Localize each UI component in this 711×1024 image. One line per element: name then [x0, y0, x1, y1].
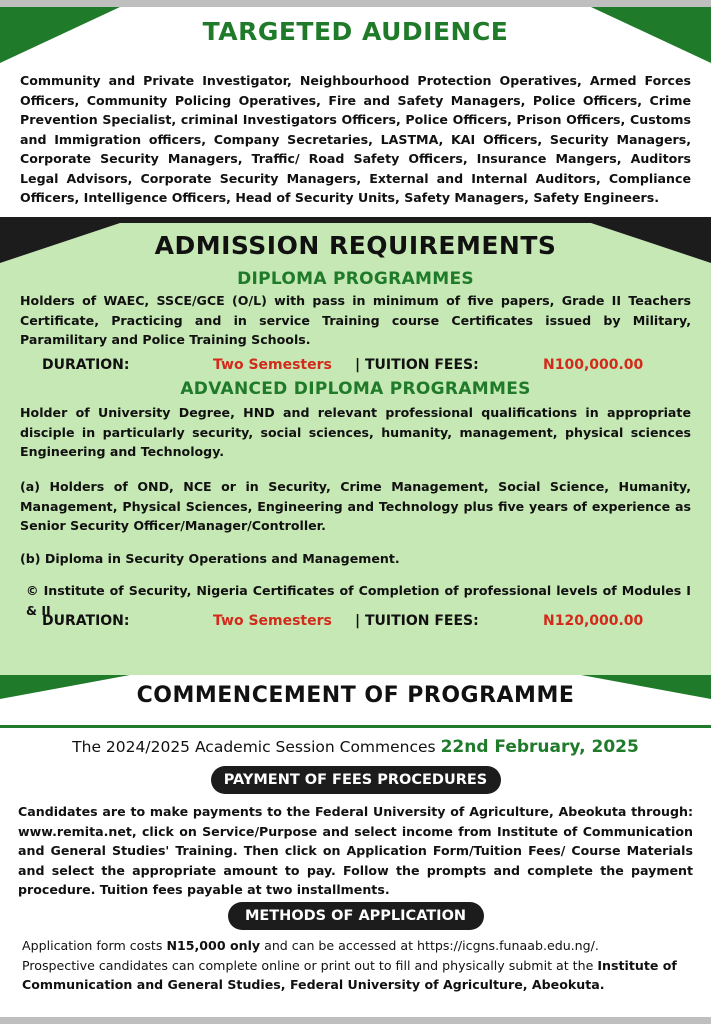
admission-title: ADMISSION REQUIREMENTS: [154, 231, 557, 260]
admission-section: [0, 223, 711, 675]
diploma-fees-value: N100,000.00: [543, 357, 644, 373]
commencement-title: COMMENCEMENT OF PROGRAMME: [136, 683, 575, 708]
advanced-item-b: (b) Diploma in Security Operations and Management.: [20, 551, 400, 566]
diploma-duration-label: DURATION:: [42, 357, 130, 373]
commencement-header: [0, 675, 711, 725]
flyer-page: [0, 7, 711, 1017]
methods-pill: METHODS OF APPLICATION: [228, 902, 484, 930]
methods-text: [0, 936, 711, 995]
session-text: The 2024/2025 Academic Session Commences: [72, 738, 436, 756]
advanced-item-c: © Institute of Security, Nigeria Certificates of Completion of professional levels of Modules I & II: [26, 583, 691, 618]
session-line: [0, 734, 711, 760]
methods-line2-a: Prospective candidates can complete online or print out to fill and physically submit at the: [22, 957, 598, 973]
advanced-duration-row: [0, 609, 711, 635]
diploma-duration-value: Two Semesters: [213, 357, 332, 373]
advanced-item-a: (a) Holders of OND, NCE or in Security, Crime Management, Social Science, Humanity, Management, Physical Sciences, Engineering and Technology plus five years of experience as Senior Security Officer/Manager/Controller.: [20, 479, 691, 533]
advanced-fees-label: | TUITION FEES:: [355, 613, 479, 629]
advanced-text: Holder of University Degree, HND and relevant professional qualifications in appropriate disciple in particularly security, social sciences, humanity, management, physical sciences Engineering and Technology.: [20, 405, 691, 459]
diploma-fees-label: | TUITION FEES:: [355, 357, 479, 373]
methods-line1-c: and can be accessed at https://icgns.funaab.edu.ng/.: [260, 938, 599, 953]
admission-header: [0, 223, 711, 273]
advanced-duration-value: Two Semesters: [213, 613, 332, 629]
methods-line2-c: Abeokuta.: [527, 977, 605, 992]
advanced-fees-value: N120,000.00: [543, 613, 644, 629]
targeted-audience-title: TARGETED AUDIENCE: [202, 17, 509, 46]
diploma-duration-row: [0, 353, 711, 379]
targeted-audience-text: Community and Private Investigator, Neighbourhood Protection Operatives, Armed Forces Officers, Community Policing Operatives, Fire and Safety Managers, Police Officers, Crime Prevention Specialist, criminal Investigators Officers, Police Officers, Prison Officers, Customs and Immigration officers, Company Secretaries, LASTMA, KAI Officers, Security Managers, Corporate Security Managers, Traffic/ Road Safety Officers, Insurance Mangers, Auditors Legal Advisors, Corporate Security Managers, External and Internal Auditors, Compliance Officers, Intelligence Officers, Head of Security Units, Safety Managers, Safety Engineers.: [20, 73, 691, 205]
payment-text: Candidates are to make payments to the Federal University of Agriculture, Abeokuta through: www.remita.net, click on Service/Purpose and select income from Institute of Communication and General Studies' Training. Then click on Application Form/Tuition Fees/ Course Materials and select the appropriate amount to pay. Follow the prompts and complete the payment procedure. Tuition fees payable at two installments.: [18, 804, 693, 897]
session-date: 22nd February, 2025: [440, 737, 639, 757]
methods-line2-b: Institute of Communication and General Studies, Federal University of Agriculture,: [22, 957, 677, 992]
diploma-text: Holders of WAEC, SSCE/GCE (O/L) with pass in minimum of five papers, Grade II Teachers Certificate, Practicing and in service Training course Certificates issued by Military, Paramilitary and Police Training Schools.: [20, 293, 691, 347]
methods-line1-a: Application form costs: [22, 938, 167, 953]
targeted-audience-header: [0, 7, 711, 63]
advanced-duration-label: DURATION:: [42, 613, 130, 629]
payment-pill: PAYMENT OF FEES PROCEDURES: [211, 766, 501, 794]
advanced-heading: ADVANCED DIPLOMA PROGRAMMES: [180, 379, 531, 399]
methods-line1-b: N15,000 only: [166, 938, 261, 953]
diploma-heading: DIPLOMA PROGRAMMES: [237, 269, 474, 289]
